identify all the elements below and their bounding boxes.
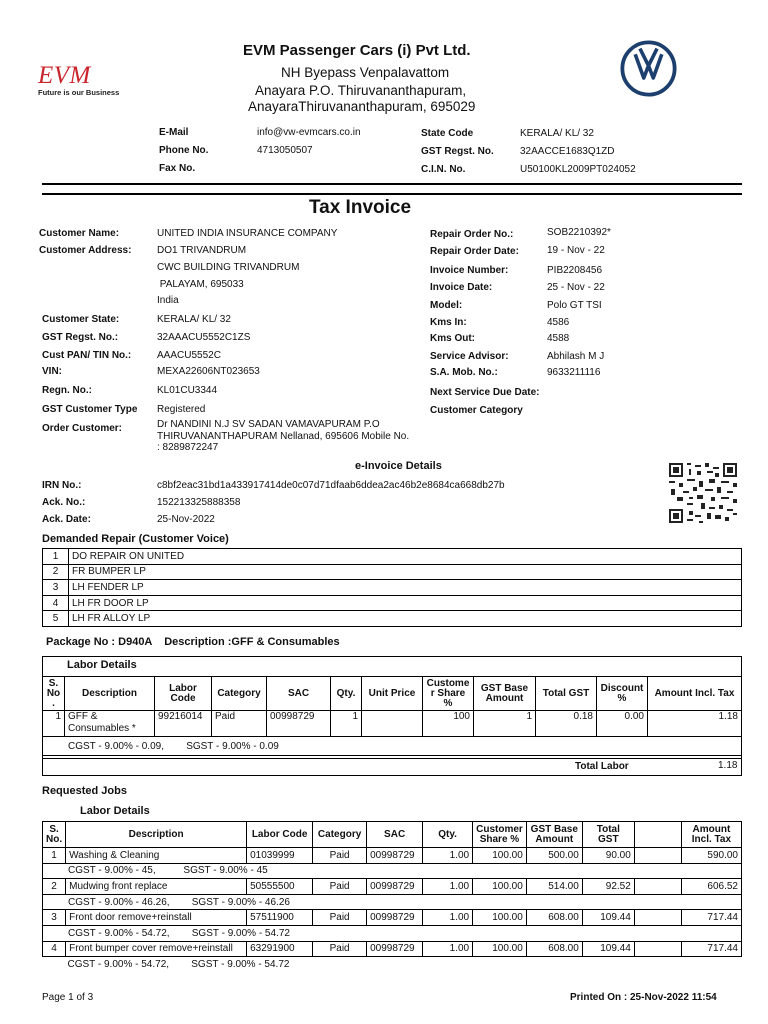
cell-gst-base: 608.00: [526, 941, 582, 957]
vw-logo-icon: [620, 40, 677, 97]
cell-total-gst: 109.44: [582, 941, 634, 957]
einvoice-title: e-Invoice Details: [355, 460, 442, 472]
table-header-row: [43, 677, 742, 711]
col-qty: Qty.: [331, 677, 362, 711]
invoice-date-label: Invoice Date:: [430, 282, 493, 293]
phone-label: Phone No.: [159, 145, 209, 156]
cell-description: Washing & Cleaning: [66, 848, 247, 864]
customer-category-label: Customer Category: [430, 405, 523, 416]
ack-date-label: Ack. Date:: [42, 514, 91, 525]
cell-gst-base: 608.00: [526, 910, 582, 926]
col-description: Description: [65, 677, 155, 711]
table-row: [43, 879, 742, 895]
gst-value: 32AACCE1683Q1ZD: [520, 146, 615, 157]
tax-breakdown: CGST - 9.00% - 54.72, SGST - 9.00% - 54.72: [43, 925, 742, 941]
row-number: 4: [43, 595, 69, 611]
col-gst-base: GST Base Amount: [474, 677, 536, 711]
col-blank: [634, 822, 681, 848]
email-label: E-Mail: [159, 127, 189, 138]
cell-share: 100: [423, 711, 474, 737]
cell-sno: 1: [43, 711, 65, 737]
ro-date-label: Repair Order Date:: [430, 246, 519, 257]
cell-qty: 1: [331, 711, 362, 737]
next-service-label: Next Service Due Date:: [430, 387, 540, 398]
ro-date: 19 - Nov - 22: [547, 245, 605, 256]
invoice-date: 25 - Nov - 22: [547, 282, 605, 293]
table-row: [43, 848, 742, 864]
customer-address-line: PALAYAM, 695033: [157, 279, 244, 290]
cell-description: Front door remove+reinstall: [66, 910, 247, 926]
cell-sac: 00998729: [367, 879, 423, 895]
cell-sno: 4: [43, 941, 66, 957]
cell-category: Paid: [313, 879, 367, 895]
page-number: Page 1 of 3: [42, 992, 94, 1003]
address-line-3: AnayaraThiruvananthapuram, 695029: [248, 99, 476, 114]
cell-description: Front bumper cover remove+reinstall: [66, 941, 247, 957]
address-line-2: Anayara P.O. Thiruvananthapuram,: [255, 83, 467, 98]
table-row: [43, 580, 742, 596]
customer-pan: AAACU5552C: [157, 350, 221, 361]
col-discount: Discount %: [597, 677, 648, 711]
tax-breakdown: CGST - 9.00% - 46.26, SGST - 9.00% - 46.26: [43, 894, 742, 910]
package-labor-table: [42, 676, 742, 756]
kms-out-label: Kms Out:: [430, 333, 475, 344]
divider: [42, 183, 742, 185]
sa-mob-label: S.A. Mob. No.:: [430, 367, 498, 378]
col-total-gst: Total GST: [582, 822, 634, 848]
model-value: Polo GT TSI: [547, 300, 602, 311]
gst-type-value: Registered: [157, 404, 206, 415]
col-sac: SAC: [367, 822, 423, 848]
order-customer-line: : 8289872247: [157, 442, 219, 453]
repair-item: LH FENDER LP: [69, 580, 742, 596]
demanded-repair-title: Demanded Repair (Customer Voice): [42, 533, 229, 545]
tax-row: [43, 894, 742, 910]
cell-category: Paid: [212, 711, 267, 737]
state-code-label: State Code: [421, 128, 474, 139]
cell-share: 100.00: [473, 910, 527, 926]
gst-label: GST Regst. No.: [421, 146, 494, 157]
cell-sac: 00998729: [367, 848, 423, 864]
table-row: [43, 595, 742, 611]
table-row: [43, 941, 742, 957]
col-category: Category: [212, 677, 267, 711]
customer-state-label: Customer State:: [42, 314, 120, 325]
model-label: Model:: [430, 300, 463, 311]
cell-description: GFF & Consumables *: [65, 711, 155, 737]
cell-qty: 1.00: [423, 848, 473, 864]
advisor-label: Service Advisor:: [430, 351, 509, 362]
cell-category: Paid: [313, 910, 367, 926]
gst-type-label: GST Customer Type: [42, 404, 138, 415]
logo-tagline: Future is our Business: [38, 88, 120, 97]
cell-amount: 1.18: [648, 711, 742, 737]
customer-name: UNITED INDIA INSURANCE COMPANY: [157, 228, 338, 239]
customer-pan-label: Cust PAN/ TIN No.:: [42, 350, 132, 361]
col-gst-base: GST Base Amount: [526, 822, 582, 848]
table-row: [43, 549, 742, 565]
cell-share: 100.00: [473, 848, 527, 864]
row-number: 1: [43, 549, 69, 565]
col-qty: Qty.: [423, 822, 473, 848]
col-amount: Amount Incl. Tax: [681, 822, 741, 848]
cell-qty: 1.00: [423, 910, 473, 926]
logo-text: EVM: [38, 62, 91, 89]
cell-gst-base: 514.00: [526, 879, 582, 895]
tax-breakdown: CGST - 9.00% - 54.72, SGST - 9.00% - 54.72: [43, 957, 742, 973]
repair-item: LH FR ALLOY LP: [69, 611, 742, 627]
cell-category: Paid: [313, 848, 367, 864]
package-label: Package No : D940A Description :GFF & Consumables: [46, 636, 340, 648]
total-labor-label: Total Labor: [575, 761, 629, 772]
cell-total-gst: 90.00: [582, 848, 634, 864]
row-number: 2: [43, 564, 69, 580]
cin-label: C.I.N. No.: [421, 164, 466, 175]
cin-value: U50100KL2009PT024052: [520, 164, 636, 175]
cell-description: Mudwing front replace: [66, 879, 247, 895]
col-category: Category: [313, 822, 367, 848]
ro-no-label: Repair Order No.:: [430, 229, 514, 240]
address-line-1: NH Byepass Venpalavattom: [281, 65, 450, 80]
irn-label: IRN No.:: [42, 480, 82, 491]
col-amount: Amount Incl. Tax: [648, 677, 742, 711]
qr-code-icon: [667, 461, 739, 525]
tax-breakdown: CGST - 9.00% - 0.09, SGST - 9.00% - 0.09: [43, 737, 742, 756]
total-labor-value: 1.18: [718, 760, 738, 771]
customer-address-line: CWC BUILDING TRIVANDRUM: [157, 262, 300, 273]
col-labor-code: Labor Code: [247, 822, 313, 848]
cell-labor-code: 57511900: [247, 910, 313, 926]
order-customer-label: Order Customer:: [42, 423, 123, 434]
customer-gst: 32AAACU5552C1ZS: [157, 332, 251, 343]
cell-total-gst: 0.18: [536, 711, 597, 737]
kms-out-value: 4588: [547, 333, 570, 344]
order-customer-line: THIRUVANANTHAPURAM Nellanad, 695606 Mobile No.: [157, 431, 410, 442]
cell-discount: 0.00: [597, 711, 648, 737]
kms-in-label: Kms In:: [430, 317, 467, 328]
ack-no-label: Ack. No.:: [42, 497, 86, 508]
cell-unit-price: [362, 711, 423, 737]
cell-labor-code: 50555500: [247, 879, 313, 895]
sa-mob-value: 9633211116: [547, 367, 601, 378]
cell-share: 100.00: [473, 879, 527, 895]
cell-blank: [634, 848, 681, 864]
col-total-gst: Total GST: [536, 677, 597, 711]
printed-on: Printed On : 25-Nov-2022 11:54: [570, 992, 717, 1003]
cell-sno: 3: [43, 910, 66, 926]
customer-gst-label: GST Regst. No.:: [42, 332, 119, 343]
cell-labor-code: 01039999: [247, 848, 313, 864]
demanded-repair-table: [42, 548, 742, 627]
package-labor-title: Labor Details: [67, 659, 137, 671]
email-value: info@vw-evmcars.co.in: [257, 127, 361, 138]
invoice-title: Tax Invoice: [308, 197, 412, 218]
col-sno: S. No.: [43, 822, 66, 848]
customer-address-line: India: [157, 295, 179, 306]
cell-gst-base: 1: [474, 711, 536, 737]
table-row: [43, 611, 742, 627]
customer-address-label: Customer Address:: [39, 245, 132, 256]
tax-row: [43, 925, 742, 941]
cell-gst-base: 500.00: [526, 848, 582, 864]
table-header-row: [43, 822, 742, 848]
repair-item: DO REPAIR ON UNITED: [69, 549, 742, 565]
repair-item: FR BUMPER LP: [69, 564, 742, 580]
cell-amount: 590.00: [681, 848, 741, 864]
cell-sac: 00998729: [367, 910, 423, 926]
tax-breakdown: CGST - 9.00% - 45, SGST - 9.00% - 45: [43, 863, 742, 879]
ack-no-value: 152213325888358: [157, 497, 241, 508]
cell-sno: 1: [43, 848, 66, 864]
tax-row: [43, 737, 742, 756]
cell-category: Paid: [313, 941, 367, 957]
customer-state: KERALA/ KL/ 32: [157, 314, 231, 325]
divider: [42, 758, 742, 759]
cell-amount: 717.44: [681, 941, 741, 957]
invoice-number-label: Invoice Number:: [430, 265, 509, 276]
cell-qty: 1.00: [423, 941, 473, 957]
cell-share: 100.00: [473, 941, 527, 957]
cell-blank: [634, 910, 681, 926]
company-name: EVM Passenger Cars (i) Pvt Ltd.: [243, 42, 471, 59]
requested-labor-table: [42, 821, 742, 972]
vin-label: VIN:: [42, 366, 62, 377]
cell-total-gst: 92.52: [582, 879, 634, 895]
col-unit-price: Unit Price: [362, 677, 423, 711]
table-row: [43, 711, 742, 737]
tax-row: [43, 957, 742, 973]
regn-value: KL01CU3344: [157, 385, 218, 396]
cell-blank: [634, 941, 681, 957]
invoice-number: PIB2208456: [547, 265, 603, 276]
cell-qty: 1.00: [423, 879, 473, 895]
divider: [42, 193, 742, 195]
state-code-value: KERALA/ KL/ 32: [520, 128, 594, 139]
row-number: 3: [43, 580, 69, 596]
ack-date-value: 25-Nov-2022: [157, 514, 215, 525]
cell-total-gst: 109.44: [582, 910, 634, 926]
cell-sac: 00998729: [267, 711, 331, 737]
phone-value: 4713050507: [257, 145, 313, 156]
repair-item: LH FR DOOR LP: [69, 595, 742, 611]
order-customer-line: Dr NANDINI N.J SV SADAN VAMAVAPURAM P.O: [157, 419, 380, 430]
cell-labor-code: 63291900: [247, 941, 313, 957]
ro-no: SOB2210392*: [547, 227, 611, 238]
col-customer-share: Customer Share %: [473, 822, 527, 848]
col-description: Description: [66, 822, 247, 848]
customer-name-label: Customer Name:: [39, 228, 120, 239]
fax-label: Fax No.: [159, 163, 196, 174]
cell-labor-code: 99216014: [155, 711, 212, 737]
cell-sac: 00998729: [367, 941, 423, 957]
cell-amount: 717.44: [681, 910, 741, 926]
customer-address-line: DO1 TRIVANDRUM: [157, 245, 247, 256]
vin-value: MEXA22606NT023653: [157, 366, 260, 377]
table-row: [43, 910, 742, 926]
cell-amount: 606.52: [681, 879, 741, 895]
col-labor-code: Labor Code: [155, 677, 212, 711]
kms-in-value: 4586: [547, 317, 570, 328]
irn-value: c8bf2eac31bd1a433917414de0c07d71dfaab6ddea2ac46b2e8684ca668db27b: [157, 480, 505, 491]
tax-row: [43, 863, 742, 879]
regn-label: Regn. No.:: [42, 385, 92, 396]
requested-jobs-title: Requested Jobs: [42, 785, 127, 797]
row-number: 5: [43, 611, 69, 627]
col-sac: SAC: [267, 677, 331, 711]
col-customer-share: Custome r Share %: [423, 677, 474, 711]
requested-labor-title: Labor Details: [80, 805, 150, 817]
advisor-value: Abhilash M J: [547, 351, 605, 362]
col-sno: S. No .: [43, 677, 65, 711]
table-row: [43, 564, 742, 580]
cell-sno: 2: [43, 879, 66, 895]
cell-blank: [634, 879, 681, 895]
